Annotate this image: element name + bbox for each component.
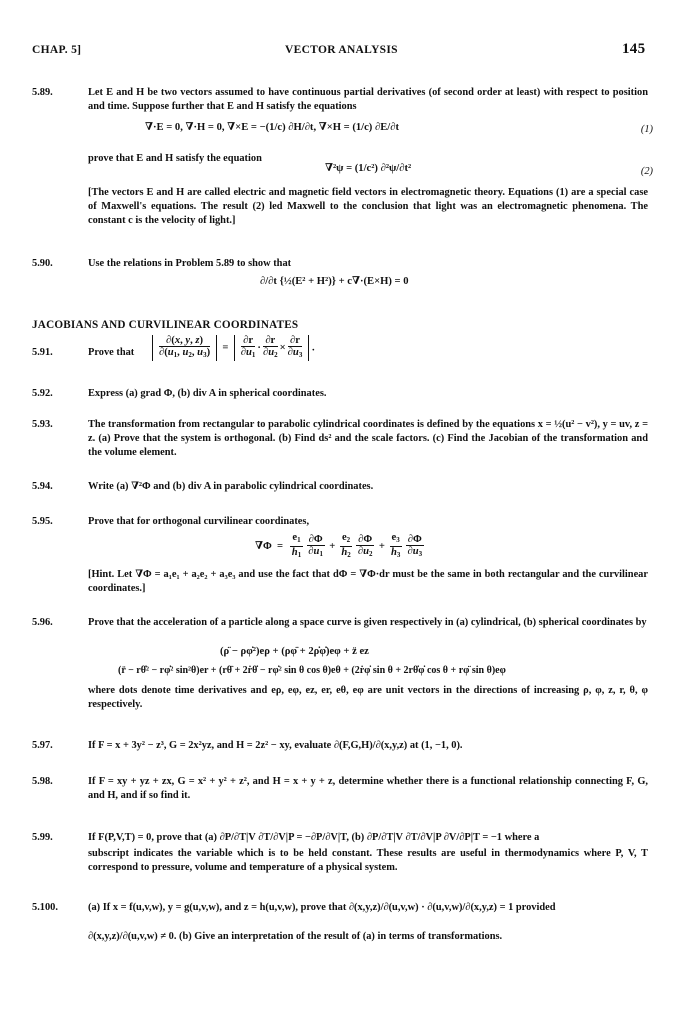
problem-text: The transformation from rectangular to parabolic cylindrical coordinates is defined by the equations x = ½(u² − v²), y = uv, z = z. (a) Prove that the system is orthogonal. (b) Find ds² and the scale factors. (c) Find the Jacobian of the transformation and the volume element. bbox=[88, 419, 648, 458]
problem-text: Use the relations in Problem 5.89 to show that bbox=[88, 258, 292, 269]
equation-number: (1) bbox=[640, 124, 653, 135]
problem-text: If F(P,V,T) = 0, prove that (a) ∂P/∂T|V ∂T/∂V|P = −∂P/∂V|T, (b) ∂P/∂T|V ∂T/∂V|P ∂V/∂P|T = −1 where a bbox=[88, 832, 540, 843]
problem-text: Prove that for orthogonal curvilinear coordinates, bbox=[88, 516, 310, 527]
problem-text: If F = xy + yz + zx, G = x² + y² + z², and H = x + y + z, determine whether there is a functional relationship connecting F, G, and H, and if so find it. bbox=[88, 776, 648, 801]
equation: ∂/∂t {½(E² + H²)} + c∇·(E×H) = 0 bbox=[260, 276, 409, 287]
equation-number: (2) bbox=[640, 166, 653, 177]
problem-text: subscript indicates the variable which is to be held constant. These results are useful in thermodynamics where P, V, T correspond to pressure, volume and temperature of a physical system. bbox=[88, 848, 648, 873]
problem-number: 5.93. bbox=[32, 419, 53, 430]
gradient-equation: ∇Φ = $\frac{e_1}{h_1}$ $\frac{\partial\Phi}{\partial u_1}$ + $\frac{e_2}{h_2}$ $\frac{\partial\Phi}{\partial u_2}$ + $\frac{e_3}{h_3}$ $\frac{\partial\Phi}{\partial u_3}$ bbox=[255, 532, 423, 559]
problem-text: where dots denote time derivatives and eρ, eφ, ez, er, eθ, eφ are unit vectors in the directions of increasing ρ, φ, z, r, θ, φ respectively. bbox=[88, 685, 648, 710]
problem-text: Write (a) ∇²Φ and (b) div A in parabolic cylindrical coordinates. bbox=[88, 481, 374, 492]
equation: ∇·E = 0, ∇·H = 0, ∇×E = −(1/c) ∂H/∂t, ∇×H = (1/c) ∂E/∂t bbox=[145, 122, 399, 133]
problem-text: (a) If x = f(u,v,w), y = g(u,v,w), and z = h(u,v,w), prove that ∂(x,y,z)/∂(u,v,w) · ∂(u,v,w)/∂(x,y,z) = 1 provided bbox=[88, 902, 556, 913]
problem-number: 5.100. bbox=[32, 902, 58, 913]
page-number: 145 bbox=[622, 41, 646, 57]
problem-number: 5.90. bbox=[32, 258, 53, 269]
equation: ∇²ψ = (1/c²) ∂²ψ/∂t² bbox=[325, 163, 412, 174]
problem-hint: [Hint. Let ∇Φ = a₁e₁ + a₂e₂ + a₃e₃ and use the fact that dΦ = ∇Φ·dr must be the same in both rectangular and the curvilinear coordinates.] bbox=[88, 569, 648, 594]
problem-number: 5.91. bbox=[32, 347, 53, 358]
problem-number: 5.99. bbox=[32, 832, 53, 843]
problem-text: Prove that bbox=[88, 347, 135, 358]
problem-text: Prove that the acceleration of a particle along a space curve is given respectively in (a) cylindrical, (b) spherical coordinates by bbox=[88, 617, 647, 628]
problem-number: 5.94. bbox=[32, 481, 53, 492]
problem-text: Express (a) grad Φ, (b) div A in spherical coordinates. bbox=[88, 388, 327, 399]
problem-number: 5.96. bbox=[32, 617, 53, 628]
problem-text: If F = x + 3y² − z³, G = 2x²yz, and H = 2z² − xy, evaluate ∂(F,G,H)/∂(x,y,z) at (1, −1, 0). bbox=[88, 740, 463, 751]
running-title: VECTOR ANALYSIS bbox=[285, 44, 398, 56]
problem-text: prove that E and H satisfy the equation bbox=[88, 153, 262, 164]
equation: (r̈ − rθ̇² − rφ̇² sin²θ)er + (rθ̈ + 2ṙθ̇ − rφ̇² sin θ cos θ)eθ + (2ṙφ̇ sin θ + 2rθ̇φ̇ cos θ + rφ̈ sin θ)eφ bbox=[118, 665, 506, 676]
section-title: JACOBIANS AND CURVILINEAR COORDINATES bbox=[32, 319, 299, 331]
problem-number: 5.92. bbox=[32, 388, 53, 399]
problem-text: ∂(x,y,z)/∂(u,v,w) ≠ 0. (b) Give an interpretation of the result of (a) in terms of transformations. bbox=[88, 931, 503, 942]
problem-text: Let E and H be two vectors assumed to have continuous partial derivatives (of second order at least) with respect to position and time. Suppose further that E and H satisfy the equations bbox=[88, 87, 648, 112]
problem-number: 5.89. bbox=[32, 87, 53, 98]
problem-note: [The vectors E and H are called electric and magnetic field vectors in electromagnetic theory. Equations (1) are a special case of Maxwell's equations. The result (2) led Maxwell to the conclusion that light was an electromagnetic phenomena. The constant c is the velocity of light.] bbox=[88, 187, 648, 226]
chapter-label: CHAP. 5] bbox=[32, 44, 82, 56]
jacobian-equation: $\frac{\partial(x, y, z)}{\partial(u_1, u_2, u_3)}$ = $\frac{\partial r}{\partial u_1}$ · $\frac{\partial r}{\partial u_2}$ × $\frac{\partial r}{\partial u_3}$ . bbox=[152, 335, 315, 361]
problem-number: 5.95. bbox=[32, 516, 53, 527]
problem-number: 5.98. bbox=[32, 776, 53, 787]
problem-number: 5.97. bbox=[32, 740, 53, 751]
equation: (ρ̈ − ρφ̇²)eρ + (ρφ̈ + 2ρ̇φ̇)eφ + z̈ ez bbox=[220, 646, 369, 657]
